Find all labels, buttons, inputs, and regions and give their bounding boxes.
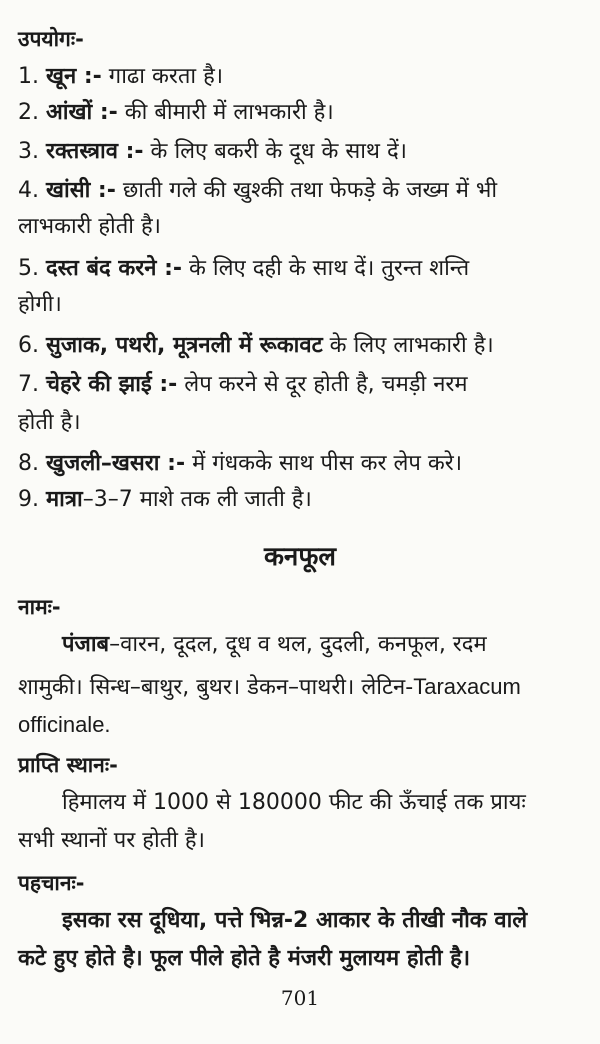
item-term: मात्रा: [46, 487, 83, 512]
identification-heading: पहचानः-: [18, 871, 85, 895]
item-separator: :-: [159, 451, 186, 476]
identification-line: कटे हुए होते है। फूल पीले होते है मंजरी मुलायम होती है।: [18, 946, 471, 971]
item-text-continued: होगी।: [18, 292, 62, 317]
item-text: में गंधकके साथ पीस कर लेप करे।: [185, 451, 463, 476]
item-separator: :-: [90, 178, 116, 203]
item-text: के लिए दही के साथ दें। तुरन्त शन्ति: [182, 256, 470, 281]
names-line: [18, 672, 590, 703]
habitat-line: हिमालय में 1000 से 180000 फीट की ऊँचाई तक प्रायः: [62, 790, 526, 815]
item-text-continued: होती है।: [18, 410, 81, 435]
item-separator: :-: [92, 100, 118, 125]
page-number: 701: [280, 986, 320, 1010]
names-line: [62, 630, 590, 660]
item-number: 2.: [18, 100, 39, 125]
names-line1-rest: –वारन, दूदल, दूध व थल, दुदली, कनफूल, रदम: [109, 632, 487, 657]
use-item: [18, 254, 590, 284]
item-separator: :-: [156, 256, 183, 281]
item-number: 8.: [18, 451, 39, 476]
item-number: 3.: [18, 139, 39, 164]
item-term: चेहरे की झाई: [46, 372, 152, 397]
item-term: खून: [46, 64, 77, 89]
use-item: [18, 137, 590, 167]
names-punjab-label: पंजाब: [62, 632, 110, 657]
uses-heading: उपयोगः-: [18, 27, 84, 51]
item-text: के लिए लाभकारी है।: [322, 333, 494, 358]
use-item: [18, 98, 590, 128]
section-title: कनफूल: [263, 542, 337, 572]
item-text: –3–7 माशे तक ली जाती है।: [82, 487, 312, 512]
names-heading: नामः-: [18, 595, 61, 619]
item-text: के लिए बकरी के दूध के साथ दें।: [143, 139, 407, 164]
habitat-line: सभी स्थानों पर होती है।: [18, 828, 205, 853]
item-term: खांसी: [46, 178, 91, 203]
use-item: [18, 449, 590, 479]
item-separator: :-: [151, 372, 178, 397]
use-item: [18, 370, 590, 400]
habitat-heading: प्राप्ति स्थानः-: [18, 753, 118, 777]
names-line2-prefix: शामुकी। सिन्ध–बाथुर, बुथर। डेकन–पाथरी। लेटिन-: [18, 675, 414, 700]
item-text: छाती गले की खुश्की तथा फेफड़े के जख्म में भी: [115, 178, 498, 203]
item-number: 5.: [18, 256, 39, 281]
use-item: [18, 176, 590, 206]
item-term: रक्तस्त्राव: [46, 139, 118, 164]
item-text-continued: लाभकारी होती है।: [18, 214, 161, 239]
item-separator: :-: [117, 139, 144, 164]
latin-name-genus: Taraxacum: [413, 674, 521, 699]
use-item: [18, 485, 590, 515]
item-number: 1.: [18, 64, 39, 89]
item-text: लेप करने से दूर होती है, चमड़ी नरम: [177, 372, 468, 397]
item-number: 7.: [18, 372, 39, 397]
item-separator: :-: [76, 64, 102, 89]
item-number: 9.: [18, 487, 39, 512]
item-number: 4.: [18, 178, 39, 203]
item-term: खुजली–खसरा: [46, 451, 160, 476]
use-item: [18, 331, 590, 361]
use-item: [18, 62, 590, 92]
item-term: सुजाक, पथरी, मूत्रनली में रूकावट: [46, 333, 323, 358]
item-text: की बीमारी में लाभकारी है।: [117, 100, 334, 125]
item-text: गाढा करता है।: [101, 64, 224, 89]
identification-line: इसका रस दूधिया, पत्ते भिन्न-2 आकार के तीखी नौक वाले: [62, 908, 528, 933]
latin-name-species: officinale.: [18, 712, 111, 737]
item-number: 6.: [18, 333, 39, 358]
item-term: आंखों: [46, 100, 93, 125]
item-term: दस्त बंद करने: [46, 256, 157, 281]
